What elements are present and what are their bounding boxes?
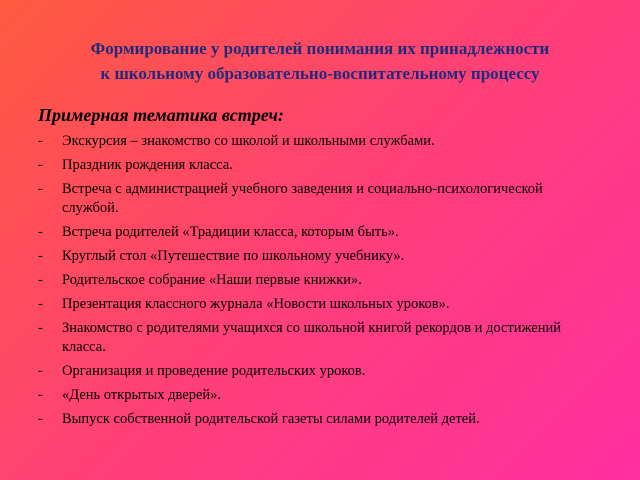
dash-bullet-icon: - bbox=[38, 224, 43, 240]
dash-bullet-icon: - bbox=[38, 181, 43, 197]
list-item-text: Встреча с администрацией учебного заведения и социально-психологической службой. bbox=[62, 181, 543, 216]
dash-bullet-icon: - bbox=[38, 296, 43, 312]
list-item-text: «День открытых дверей». bbox=[62, 387, 222, 403]
list-item bbox=[38, 271, 598, 290]
dash-bullet-icon: - bbox=[38, 248, 43, 264]
list-item bbox=[38, 156, 598, 175]
dash-bullet-icon: - bbox=[38, 320, 43, 336]
list-item bbox=[38, 247, 598, 266]
dash-bullet-icon: - bbox=[38, 272, 43, 288]
list-item bbox=[38, 180, 598, 218]
list-item-text: Организация и проведение родительских уроков. bbox=[62, 363, 366, 379]
list-item-text: Праздник рождения класса. bbox=[62, 157, 233, 173]
dash-bullet-icon: - bbox=[38, 363, 43, 379]
list-item bbox=[38, 410, 598, 429]
list-item-text: Круглый стол «Путешествие по школьному учебнику». bbox=[62, 248, 405, 264]
list-item-text: Презентация классного журнала «Новости школьных уроков». bbox=[62, 296, 450, 312]
dash-bullet-icon: - bbox=[38, 157, 43, 173]
list-item bbox=[38, 295, 598, 314]
list-item-text: Знакомство с родителями учащихся со школьной книгой рекордов и достижений класса. bbox=[62, 320, 562, 355]
list-item-text: Экскурсия – знакомство со школой и школьными службами. bbox=[62, 133, 435, 149]
list-item-text: Родительское собрание «Наши первые книжки». bbox=[62, 272, 362, 288]
dash-bullet-icon: - bbox=[38, 411, 43, 427]
list-item bbox=[38, 386, 598, 405]
title-line-2: к школьному образовательно-воспитательному процессу bbox=[100, 64, 540, 83]
dash-bullet-icon: - bbox=[38, 133, 43, 149]
list-item bbox=[38, 132, 598, 151]
dash-bullet-icon: - bbox=[38, 387, 43, 403]
slide-title bbox=[18, 36, 622, 86]
list-item-text: Встреча родителей «Традиции класса, которым быть». bbox=[62, 224, 399, 240]
list-item bbox=[38, 319, 598, 357]
title-line-1: Формирование у родителей понимания их принадлежности bbox=[90, 39, 550, 58]
section-subtitle: Примерная тематика встреч: bbox=[38, 105, 284, 125]
topics-list bbox=[38, 132, 598, 429]
list-item bbox=[38, 362, 598, 381]
list-item-text: Выпуск собственной родительской газеты силами родителей детей. bbox=[62, 411, 480, 427]
list-item bbox=[38, 223, 598, 242]
